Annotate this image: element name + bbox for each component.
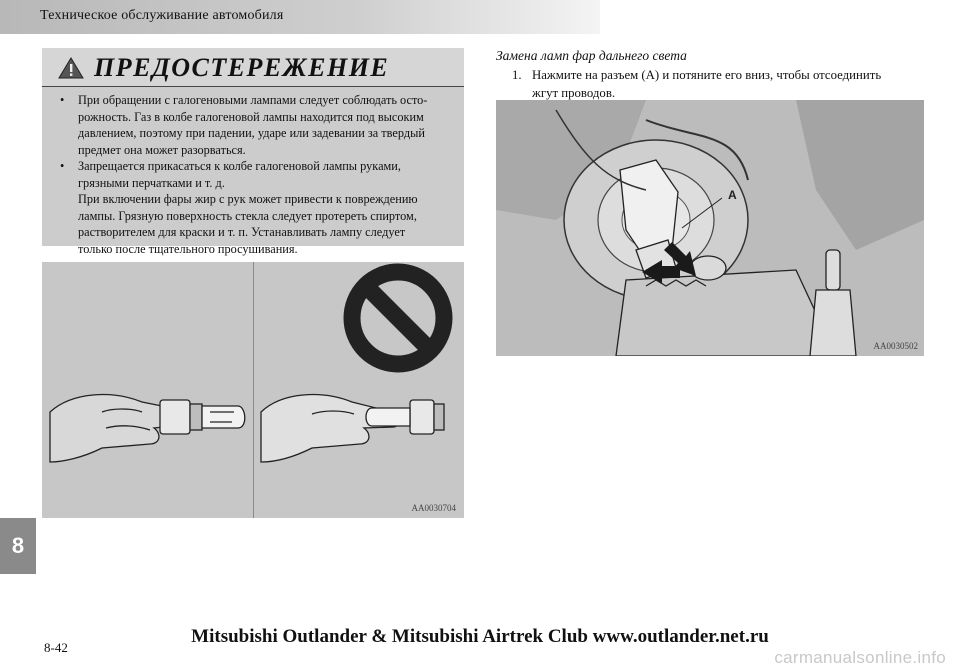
step-line: Нажмите на разъем (А) и потяните его вниз, чтобы отсоединить [532,68,882,82]
page-number: 8-42 [44,640,68,655]
section-title: Замена ламп фар дальнего света [496,48,687,63]
warning-header [42,48,464,87]
warning-line: При обращении с галогеновыми лампами следует соблюдать осто- [78,93,428,107]
headlamp-connector-drawing [496,100,924,356]
connector-label: A [728,188,737,202]
warning-line: лампы. Грязную поверхность стекла следует протереть спиртом, [78,208,417,223]
bulb-handling-illustration [42,262,464,518]
bullet: • [60,159,65,173]
prohibition-icon [352,272,444,364]
figure-divider [253,262,254,518]
warning-line: При включении фары жир с рук может привести к повреждению [78,192,418,206]
warning-line: рожность. Газ в колбе галогеновой лампы находится под высоким [78,109,424,124]
bullet: • [60,93,65,107]
warning-line: предмет она может разорваться. [78,142,246,157]
header-bar [0,0,600,34]
figure-code: AA0030704 [411,503,456,513]
warning-item [58,92,454,158]
warning-line: давлением, поэтому при падении, ударе или задевании за твердый [78,126,425,140]
step-number: 1. [512,68,522,82]
warning-line: растворителем для краски и т. п. Устанавливать лампу следует [78,225,406,239]
warning-title: ПРЕДОСТЕРЕЖЕНИЕ [94,53,390,82]
headlamp-connector-photo [496,100,924,356]
warning-box [42,48,464,256]
warning-line: только после тщательного просушивания. [78,241,298,256]
step-line: жгут проводов. [532,86,616,100]
warning-item [58,158,454,257]
watermark: carmanualsonline.info [774,648,946,667]
instruction-step [512,66,932,102]
warning-triangle-icon [58,57,84,79]
warning-line: Запрещается прикасаться к колбе галогеновой лампы руками, [78,159,401,173]
warning-body [58,92,454,257]
chapter-tab: 8 [0,518,36,574]
footer-club-text: Mitsubishi Outlander & Mitsubishi Airtrek Club www.outlander.net.ru [191,626,769,647]
page-header-title: Техническое обслуживание автомобиля [40,8,284,23]
figure-code: AA0030502 [873,341,918,351]
warning-line: грязными перчатками и т. д. [78,175,225,190]
